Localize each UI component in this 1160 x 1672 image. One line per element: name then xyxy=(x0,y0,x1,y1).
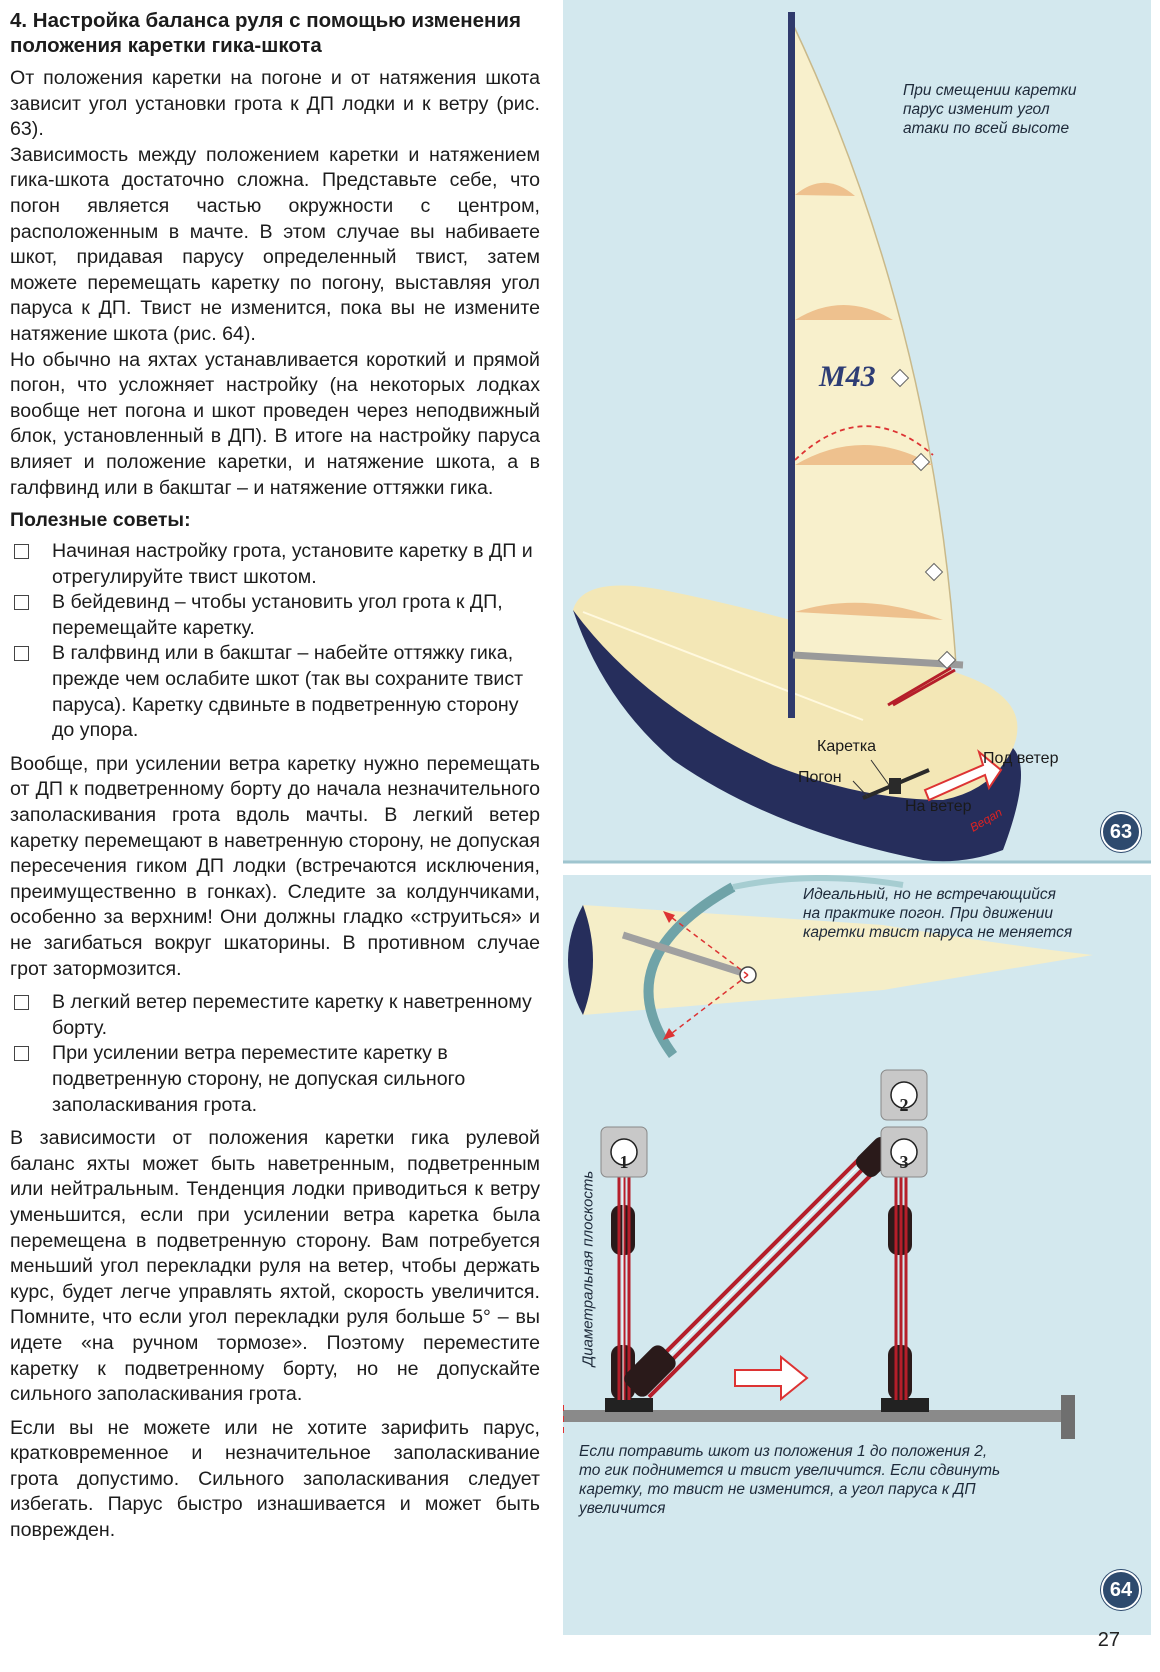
checkbox-icon xyxy=(14,595,29,610)
tip-item: При усилении ветра переместите каретку в подветренную сторону, не допуская сильного заполаскивания грота. xyxy=(10,1041,540,1118)
tips-heading: Полезные советы: xyxy=(10,509,191,532)
hull-logo: Beqan xyxy=(967,805,1005,835)
paragraph: От положения каретки на погоне и от натяжения шкота зависит угол установки грота к ДП лодки и к ветру (рис. 63). xyxy=(10,67,540,141)
label-karetka: Каретка xyxy=(817,738,877,755)
figure-number-badge: 63 xyxy=(1101,812,1141,852)
figure-number-badge: 64 xyxy=(1101,1570,1141,1610)
label-na-veter: На ветер xyxy=(905,798,972,815)
traveller-diagram xyxy=(563,875,1160,1635)
figure-caption-top: Идеальный, но не встречающийся на практике погон. При движении каретки твист паруса не меняется xyxy=(803,886,1073,941)
position-2-label: 2 xyxy=(899,1095,909,1115)
sail-number: M43 xyxy=(819,360,876,393)
axis-label: Диаметральная плоскость xyxy=(579,1170,597,1367)
figure-caption: При смещении каретки парус изменит угол атаки по всей высоте xyxy=(903,82,1077,137)
figure-63 xyxy=(563,0,1160,865)
checkbox-icon xyxy=(14,995,29,1010)
figure-64 xyxy=(563,875,1160,1635)
paragraph: Зависимость между положением каретки и натяжением гика-шкота достаточно сложна. Представьте себе, что погон является частью окружности с центром, расположенным в мачте. В этом случае вы набиваете шкот, придавая парусу определенный твист, затем можете перемещать каретку по погону, выставляя угол паруса к ДП. Твист не изменится, пока вы не измените натяжение шкота (рис. 64). xyxy=(10,143,540,345)
paragraph: В зависимости от положения каретки гика рулевой баланс яхты может быть наветренным, подветренным или нейтральным. Тенденция лодки приводиться к ветру уменьшится, если при усилении ветра каретка была перемещена в подветренную сторону. Вам потребуется меньший угол перекладки руля на ветер, чтобы держать курс, будет легче управлять яхтой, скорость увеличится. Помните, что если угол перекладки руля больше 5° – вы идете «на ручном тормозе». Поэтому переместите каретку к подветренному борту, но не допускайте сильного заполаскивания грота. xyxy=(10,1127,540,1406)
label-pogon: Погон xyxy=(798,769,842,786)
position-3-label: 3 xyxy=(899,1152,909,1172)
checkbox-icon xyxy=(14,646,29,661)
page-number: 27 xyxy=(1097,1629,1120,1651)
tip-item: В легкий ветер переместите каретку к наветренному борту. xyxy=(10,990,540,1041)
paragraph: Вообще, при усилении ветра каретку нужно перемещать от ДП к подветренному борту до начала незначительного заполаскивания грота вдоль мачты. В легкий ветер каретку перемещают в наветренную сторону, не допуская пересечения гиком ДП лодки (встречаются исключения, преимущественно в гонках). Следите за колдунчиками, особенно за верхним! Они должны гладко «струиться» и не загибаться вокруг шкаторины. В противном случае грот затормозится. xyxy=(10,752,540,980)
tip-item: В бейдевинд – чтобы установить угол грота к ДП, перемещайте каретку. xyxy=(10,590,540,641)
tip-item: Начиная настройку грота, установите каретку в ДП и отрегулируйте твист шкотом. xyxy=(10,539,540,590)
figure-caption-bottom: Если потравить шкот из положения 1 до положения 2, то гик поднимется и твист увеличится. Если сдвинуть каретку, то твист не изменится, а угол паруса к ДП увеличится xyxy=(579,1443,1001,1517)
label-pod-veter: Под ветер xyxy=(983,750,1059,767)
tip-item: В галфвинд или в бакштаг – набейте оттяжку гика, прежде чем ослабите шкот (так вы сохраните твист паруса). Каретку сдвиньте в подветренную сторону до упора. xyxy=(10,641,540,743)
article-text xyxy=(10,8,540,1544)
paragraph: Но обычно на яхтах устанавливается короткий и прямой погон, что усложняет настройку (на некоторых лодках вообще нет погона и шкот проведен через неподвижный блок, установленный в ДП). В итоге на настройку паруса влияет и положение каретки, и натяжение шкота, а в галфвинд или в бакштаг – и натяжение оттяжки гика. xyxy=(10,348,540,499)
position-1-label: 1 xyxy=(619,1152,629,1172)
section-heading: 4. Настройка баланса руля с помощью изменения положения каретки гика-шкота xyxy=(10,9,521,57)
checkbox-icon xyxy=(14,544,29,559)
paragraph: Если вы не можете или не хотите зарифить парус, кратковременное и незначительное заполаскивание грота допустимо. Сильного заполаскивания следует избегать. Парус быстро изнашивается и может быть поврежден. xyxy=(10,1416,540,1542)
checkbox-icon xyxy=(14,1046,29,1061)
